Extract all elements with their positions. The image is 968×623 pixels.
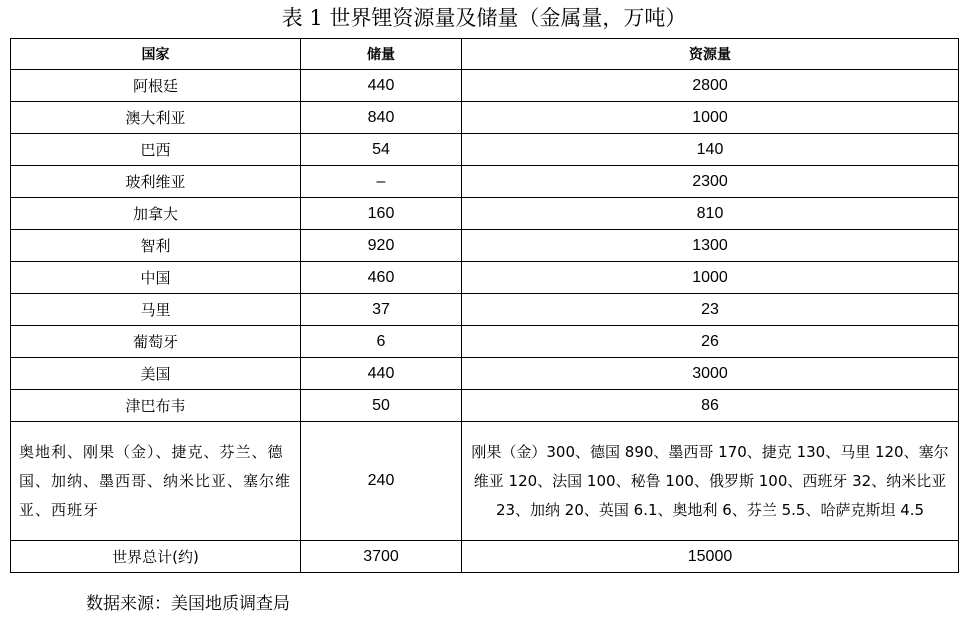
cell-reserves: 54 bbox=[301, 134, 462, 166]
header-reserves: 储量 bbox=[301, 39, 462, 70]
cell-other-reserves: 240 bbox=[301, 422, 462, 541]
table-row bbox=[11, 166, 959, 198]
table-row bbox=[11, 358, 959, 390]
cell-resources: 2300 bbox=[462, 166, 959, 198]
cell-resources: 1300 bbox=[462, 230, 959, 262]
cell-total-label: 世界总计(约) bbox=[11, 541, 301, 573]
cell-resources: 2800 bbox=[462, 70, 959, 102]
cell-resources: 23 bbox=[462, 294, 959, 326]
header-resources: 资源量 bbox=[462, 39, 959, 70]
cell-country: 玻利维亚 bbox=[11, 166, 301, 198]
cell-country: 巴西 bbox=[11, 134, 301, 166]
header-row bbox=[11, 39, 959, 70]
cell-country: 中国 bbox=[11, 262, 301, 294]
data-source-note: 数据来源：美国地质调查局 bbox=[86, 594, 290, 614]
cell-other-resources: 刚果（金）300、德国 890、墨西哥 170、捷克 130、马里 120、塞尔维亚 120、法国 100、秘鲁 100、俄罗斯 100、西班牙 32、纳米比亚 23、加纳 20、英国 6.1、奥地利 6、芬兰 5.5、哈萨克斯坦 4.5 bbox=[462, 422, 959, 541]
cell-country: 澳大利亚 bbox=[11, 102, 301, 134]
cell-country: 阿根廷 bbox=[11, 70, 301, 102]
table-row bbox=[11, 326, 959, 358]
cell-reserves: 460 bbox=[301, 262, 462, 294]
cell-reserves: 50 bbox=[301, 390, 462, 422]
cell-country: 津巴布韦 bbox=[11, 390, 301, 422]
cell-resources: 140 bbox=[462, 134, 959, 166]
cell-reserves: 160 bbox=[301, 198, 462, 230]
cell-reserves: 840 bbox=[301, 102, 462, 134]
cell-country: 美国 bbox=[11, 358, 301, 390]
cell-resources: 1000 bbox=[462, 262, 959, 294]
cell-country: 智利 bbox=[11, 230, 301, 262]
table-row bbox=[11, 390, 959, 422]
cell-resources: 26 bbox=[462, 326, 959, 358]
table-title: 表 1 世界锂资源量及储量（金属量，万吨） bbox=[281, 6, 687, 30]
table-row bbox=[11, 70, 959, 102]
table-row-total bbox=[11, 541, 959, 573]
lithium-table bbox=[10, 38, 959, 573]
cell-reserves: 440 bbox=[301, 358, 462, 390]
table-row-other-countries bbox=[11, 422, 959, 541]
cell-reserves: 920 bbox=[301, 230, 462, 262]
cell-resources: 1000 bbox=[462, 102, 959, 134]
cell-country: 加拿大 bbox=[11, 198, 301, 230]
cell-total-resources: 15000 bbox=[462, 541, 959, 573]
header-country: 国家 bbox=[11, 39, 301, 70]
cell-total-reserves: 3700 bbox=[301, 541, 462, 573]
cell-reserves: 37 bbox=[301, 294, 462, 326]
cell-other-countries: 奥地利、刚果（金）、捷克、芬兰、德国、加纳、墨西哥、纳米比亚、塞尔维亚、西班牙 bbox=[11, 422, 301, 541]
cell-resources: 810 bbox=[462, 198, 959, 230]
table-row bbox=[11, 262, 959, 294]
cell-reserves: 6 bbox=[301, 326, 462, 358]
cell-reserves: – bbox=[301, 166, 462, 198]
cell-reserves: 440 bbox=[301, 70, 462, 102]
table-row bbox=[11, 294, 959, 326]
table-row bbox=[11, 198, 959, 230]
table-row bbox=[11, 134, 959, 166]
cell-resources: 86 bbox=[462, 390, 959, 422]
cell-resources: 3000 bbox=[462, 358, 959, 390]
table-row bbox=[11, 102, 959, 134]
table-row bbox=[11, 230, 959, 262]
cell-country: 马里 bbox=[11, 294, 301, 326]
cell-country: 葡萄牙 bbox=[11, 326, 301, 358]
